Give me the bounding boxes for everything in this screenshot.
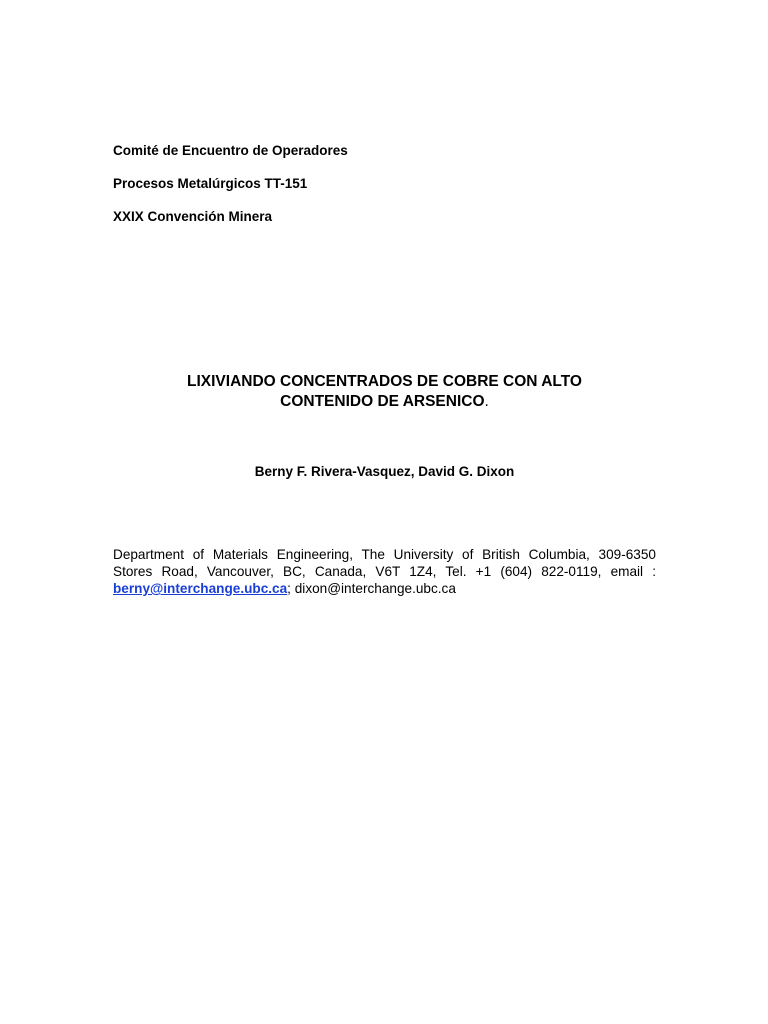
paper-title-line-2 — [113, 392, 656, 412]
affiliation-line-1: Department of Materials Engineering, The University of British Columbia, 309-6350 — [113, 547, 656, 562]
email-separator: ; — [287, 581, 295, 596]
convention-name: XXIX Convención Minera — [113, 209, 273, 224]
primary-email-link[interactable]: berny@interchange.ubc.ca — [113, 581, 288, 596]
paper-title — [113, 372, 656, 412]
paper-title-period: . — [484, 393, 489, 410]
secondary-email: dixon@interchange.ubc.ca — [294, 581, 456, 596]
affiliation — [113, 546, 656, 597]
paper-title-line-1: LIXIVIANDO CONCENTRADOS DE COBRE CON ALTO — [187, 373, 582, 390]
paper-title-line-2-text: CONTENIDO DE ARSENICO — [280, 393, 485, 410]
affiliation-line-3 — [113, 580, 656, 597]
affiliation-line-2: Stores Road, Vancouver, BC, Canada, V6T 1Z4, Tel. +1 (604) 822-0119, email : — [113, 564, 656, 579]
committee-name: Comité de Encuentro de Operadores — [113, 143, 348, 158]
authors: Berny F. Rivera-Vasquez, David G. Dixon — [254, 464, 515, 479]
process-code: Procesos Metalúrgicos TT-151 — [113, 176, 308, 191]
